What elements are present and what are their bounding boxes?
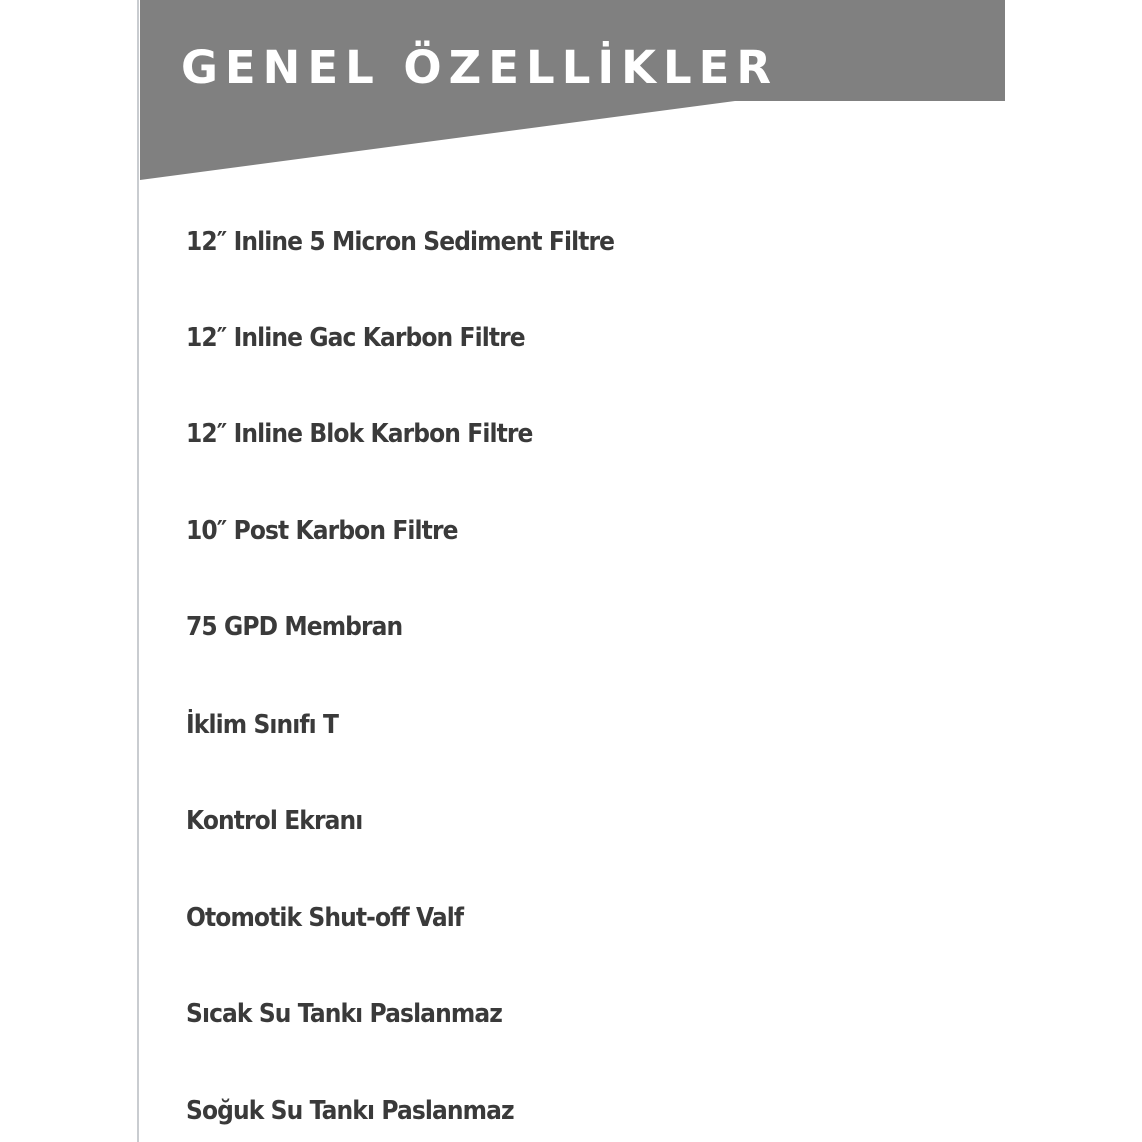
feature-item-cold-water-tank: Soğuk Su Tankı Paslanmaz: [186, 1096, 514, 1126]
feature-item-post-carbon-filter: 10″ Post Karbon Filtre: [186, 516, 458, 546]
feature-item-hot-water-tank: Sıcak Su Tankı Paslanmaz: [186, 999, 502, 1029]
feature-item-climate-class: İklim Sınıfı T: [186, 710, 339, 740]
feature-item-block-carbon-filter: 12″ Inline Blok Karbon Filtre: [186, 419, 533, 449]
feature-item-sediment-filter: 12″ Inline 5 Micron Sediment Filtre: [186, 227, 615, 257]
section-title: GENEL ÖZELLİKLER: [181, 41, 779, 94]
feature-item-membrane: 75 GPD Membran: [186, 612, 403, 642]
feature-item-gac-carbon-filter: 12″ Inline Gac Karbon Filtre: [186, 323, 525, 353]
feature-item-control-screen: Kontrol Ekranı: [186, 806, 363, 836]
feature-item-shutoff-valve: Otomotik Shut-off Valf: [186, 903, 464, 933]
